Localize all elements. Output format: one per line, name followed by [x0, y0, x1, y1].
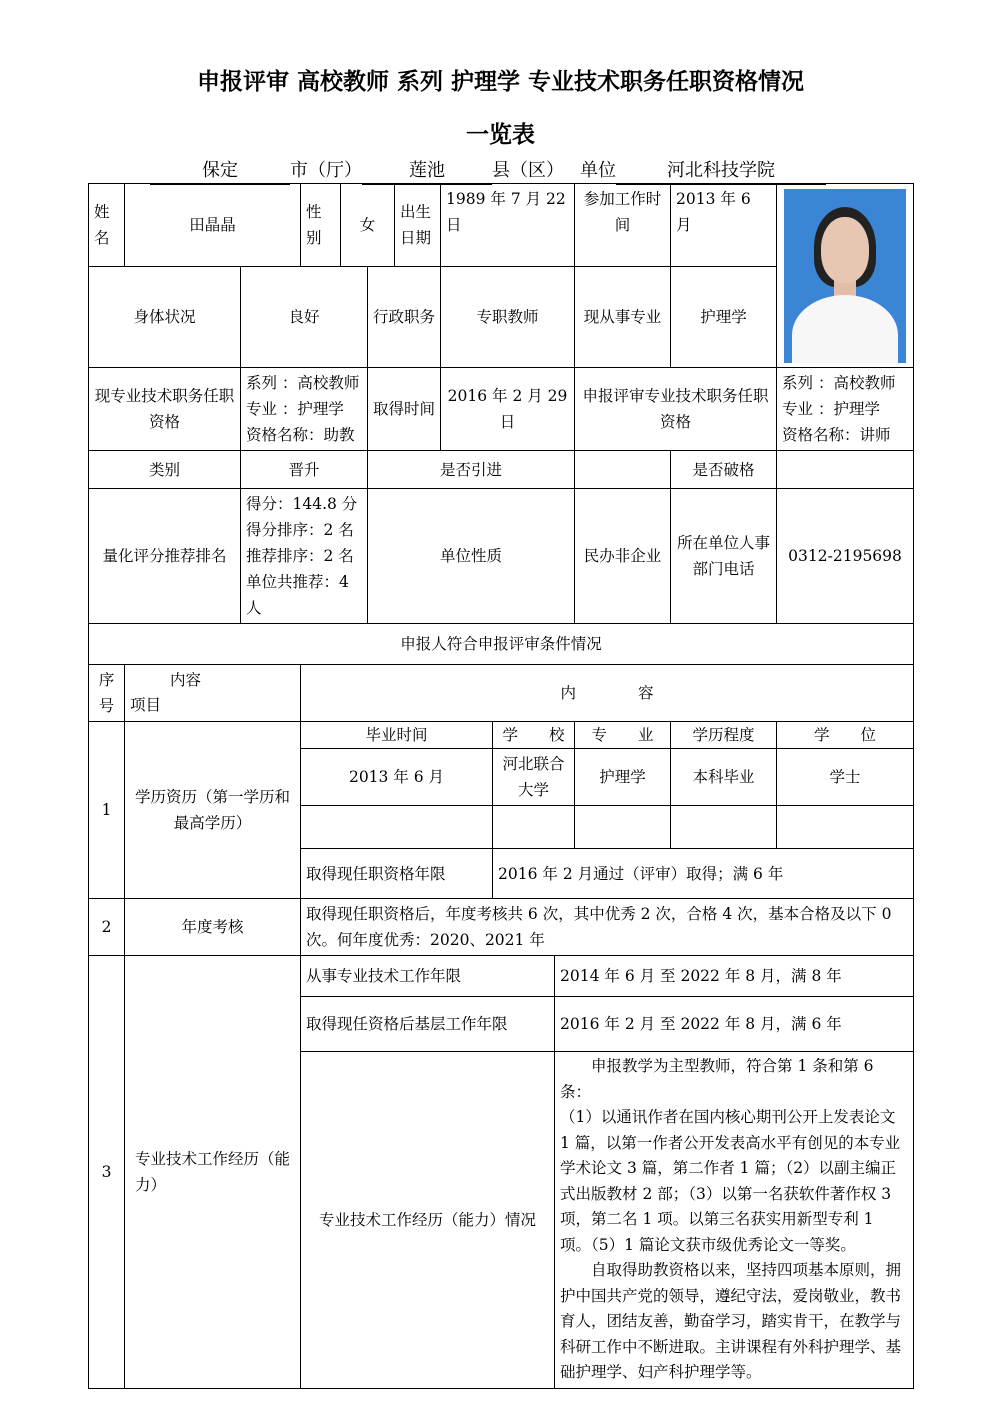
- unit-label: 单位: [580, 160, 616, 181]
- edu-degree-2: [777, 806, 914, 849]
- edu-major-2: [575, 806, 671, 849]
- hr-phone-value: 0312-2195698: [777, 489, 914, 624]
- county-unit: 县（区）: [492, 160, 564, 181]
- apply-qual-label: 申报评审专业技术职务任职资格: [575, 368, 777, 451]
- assessment-seq: 2: [89, 899, 125, 956]
- introduced-label: 是否引进: [368, 451, 575, 489]
- major-label: 现从事专业: [575, 267, 671, 368]
- obtained-label: 取得时间: [368, 368, 441, 451]
- edu-school: 河北联合大学: [493, 749, 575, 806]
- birth-value: 1989 年 7 月 22 日: [441, 184, 575, 267]
- location-line: [150, 158, 850, 184]
- admin-value: 专职教师: [441, 267, 575, 368]
- edu-col-school: 学 校: [493, 722, 575, 749]
- category-label: 类别: [89, 451, 241, 489]
- experience-seq: 3: [89, 956, 125, 1389]
- edu-school-2: [493, 806, 575, 849]
- unit-nature-label: 单位性质: [368, 489, 575, 624]
- health-label: 身体状况: [89, 267, 241, 368]
- experience-detail-label: 专业技术工作经历（能力）情况: [301, 1052, 555, 1389]
- experience-detail-text: 申报教学为主型教师，符合第 1 条和第 6 条： （1）以通讯作者在国内核心期刊公开上发表论文 1 篇，以第一作者公开发表高水平有创见的本专业学术论文 3 篇，第二作者 1 篇；（2）以副主编正式出版教材 2 部；（3）以第一名获软件著作权 3 项，第二名 1 项。以第三名获实用新型专利 1 项。（5）1 篇论文获市级优秀论文一等奖。 自取得助教资格以来，坚持四项基本原则，拥护中国共产党的领导，遵纪守法，爱岗敬业，教书育人，团结友善，勤奋学习，踏实肯干，在教学与科研工作中不断进取。主讲课程有外科护理学、基础护理学、妇产科护理学等。: [555, 1052, 914, 1389]
- exception-label: 是否破格: [671, 451, 777, 489]
- edu-level-2: [671, 806, 777, 849]
- introduced-value: [575, 451, 671, 489]
- edu-seq: 1: [89, 722, 125, 899]
- edu-col-degree: 学 位: [777, 722, 914, 749]
- portrait-photo: [784, 189, 906, 363]
- health-value: 良好: [241, 267, 368, 368]
- page-title: 申报评审 高校教师 系列 护理学 专业技术职务任职资格情况: [196, 69, 805, 95]
- county-value: 莲池: [362, 158, 492, 185]
- experience-base-value: 2016 年 2 月 至 2022 年 8 月，满 6 年: [555, 997, 914, 1052]
- obtained-value: 2016 年 2 月 29 日: [441, 368, 575, 451]
- name-value: 田晶晶: [125, 184, 301, 267]
- ranking-label: 量化评分推荐排名: [89, 489, 241, 624]
- work-start-value: 2013 年 6 月: [671, 184, 777, 267]
- gender-value: 女: [341, 184, 395, 267]
- edu-grad-time: 2013 年 6 月: [301, 749, 493, 806]
- admin-label: 行政职务: [368, 267, 441, 368]
- work-start-label: 参加工作时间: [575, 184, 671, 267]
- gender-label: 性别: [301, 184, 341, 267]
- edu-col-major: 专 业: [575, 722, 671, 749]
- current-qual-label: 现专业技术职务任职资格: [89, 368, 241, 451]
- edu-grad-time-2: [301, 806, 493, 849]
- conditions-header: 申报人符合申报评审条件情况: [89, 624, 914, 665]
- current-qual-value: 系列 ：高校教师 专业 ：护理学 资格名称：助教: [241, 368, 368, 451]
- assessment-label: 年度考核: [125, 899, 301, 956]
- edu-years-label: 取得现任职资格年限: [301, 849, 493, 899]
- city-value: 保定: [150, 158, 290, 185]
- item-header: 内容 项目: [125, 665, 301, 722]
- edu-col-grad-time: 毕业时间: [301, 722, 493, 749]
- unit-value: 河北科技学院: [616, 158, 826, 185]
- content-header: 内 容: [301, 665, 914, 722]
- edu-col-level: 学历程度: [671, 722, 777, 749]
- edu-label: 学历资历（第一学历和最高学历）: [125, 722, 301, 899]
- edu-degree: 学士: [777, 749, 914, 806]
- experience-years-value: 2014 年 6 月 至 2022 年 8 月，满 8 年: [555, 956, 914, 997]
- city-unit: 市（厅）: [290, 160, 362, 181]
- page-subtitle: 一览表: [466, 122, 535, 148]
- category-value: 晋升: [241, 451, 368, 489]
- hr-phone-label: 所在单位人事部门电话: [671, 489, 777, 624]
- assessment-text: 取得现任职资格后，年度考核共 6 次，其中优秀 2 次，合格 4 次，基本合格及以下 0 次。何年度优秀：2020、2021 年: [301, 899, 914, 956]
- apply-qual-value: 系列 ：高校教师 专业 ：护理学 资格名称：讲师: [777, 368, 914, 451]
- edu-years-value: 2016 年 2 月通过（评审）取得；满 6 年: [493, 849, 914, 899]
- seq-header: 序号: [89, 665, 125, 722]
- name-label: 姓名: [89, 184, 125, 267]
- birth-label: 出生日期: [395, 184, 441, 267]
- experience-label: 专业技术工作经历（能力）: [125, 956, 301, 1389]
- qualification-table: [88, 183, 914, 1389]
- major-value: 护理学: [671, 267, 777, 368]
- photo-cell: [777, 184, 914, 368]
- edu-major: 护理学: [575, 749, 671, 806]
- edu-level: 本科毕业: [671, 749, 777, 806]
- unit-nature-value: 民办非企业: [575, 489, 671, 624]
- experience-base-label: 取得现任资格后基层工作年限: [301, 997, 555, 1052]
- experience-years-label: 从事专业技术工作年限: [301, 956, 555, 997]
- exception-value: [777, 451, 914, 489]
- ranking-value: 得分：144.8 分 得分排序：2 名 推荐排序：2 名 单位共推荐：4 人: [241, 489, 368, 624]
